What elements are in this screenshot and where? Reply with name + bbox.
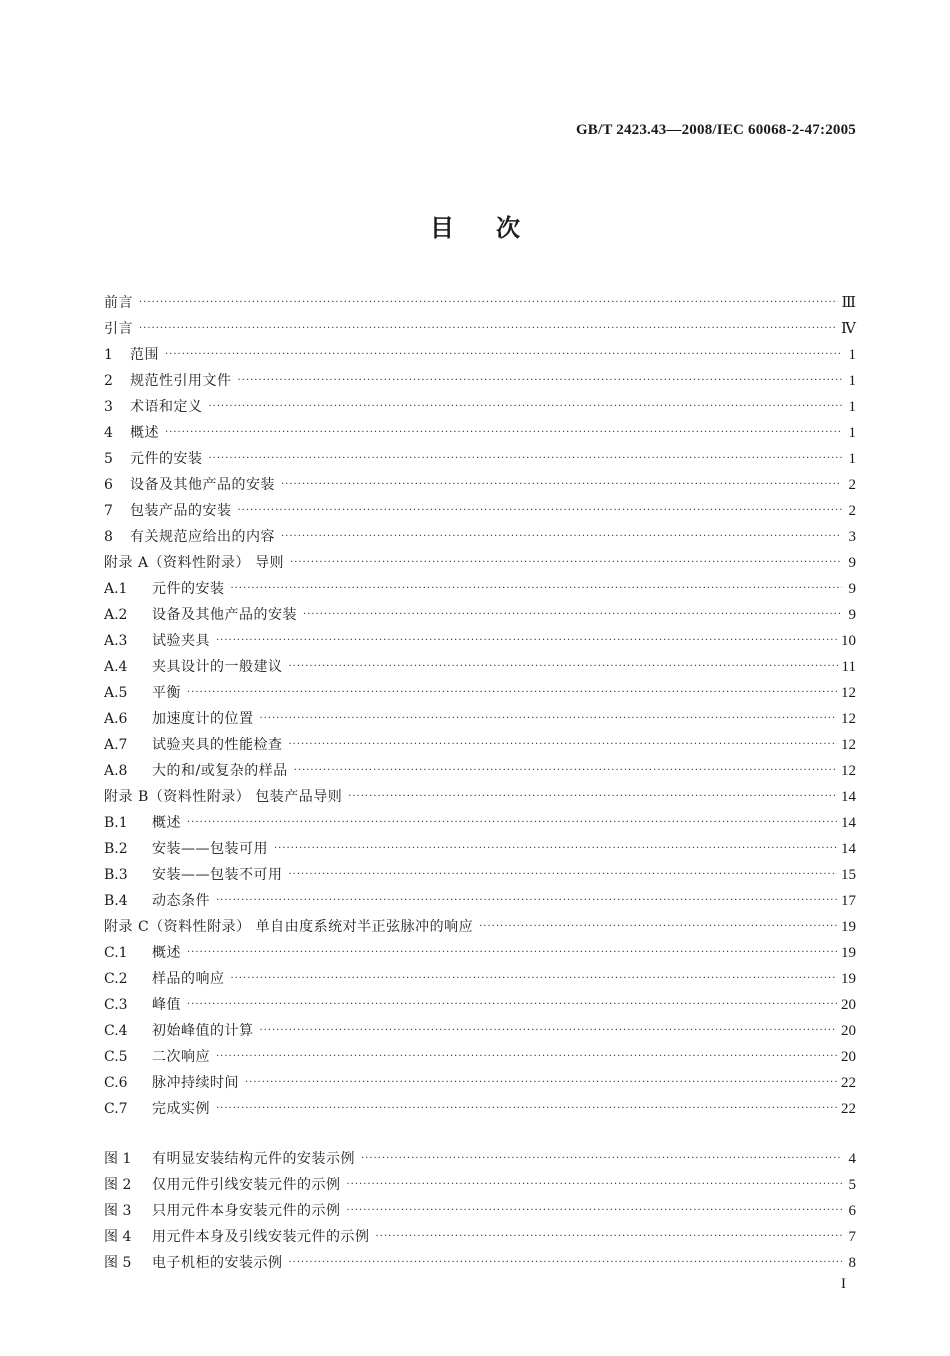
toc-entry-page: 20 [841,1049,856,1065]
toc-entry-title: 元件的安装 [130,451,203,467]
leader-dots [281,524,842,550]
toc-entry-title: 概述 [152,945,181,961]
toc-entry-title: 仅用元件引线安装元件的示例 [152,1177,341,1193]
toc-entry-title: 电子机柜的安装示例 [152,1255,283,1271]
page-title: 目次 [430,214,562,242]
toc-entry[interactable] [104,914,856,940]
toc-entry-number: C.3 [104,997,128,1013]
toc-entry-page: 22 [841,1101,856,1117]
toc-entry-page: 20 [841,1023,856,1039]
toc-entry-page: 1 [848,399,856,415]
toc-entry[interactable] [104,1044,856,1070]
toc-entry-title: 安装——包装可用 [152,841,268,857]
toc-entry-page: 1 [848,347,856,363]
toc-entry-page: 5 [848,1177,856,1193]
toc-entry-title: 有明显安装结构元件的安装示例 [152,1151,355,1167]
standard-code: GB/T 2423.43—2008/IEC 60068-2-47:2005 [575,122,856,138]
leader-dots [303,602,842,628]
toc-entry-number: 8 [104,529,113,545]
toc-entry[interactable] [104,1224,856,1250]
toc-entry[interactable] [104,290,856,316]
toc-entry[interactable] [104,1146,856,1172]
toc-entry-page: 1 [848,451,856,467]
toc-entry-page: Ⅳ [841,321,856,337]
toc-entry[interactable] [104,1018,856,1044]
toc-entry-page: 2 [848,503,856,519]
leader-dots [238,368,843,394]
leader-dots [289,654,838,680]
toc-entry-page: 10 [841,633,856,649]
toc-entry-number: 图 4 [104,1229,132,1245]
leader-dots [245,1070,837,1096]
toc-entry-title: 用元件本身及引线安装元件的示例 [152,1229,370,1245]
toc-entry-number: C.6 [104,1075,128,1091]
toc-entry-number: 图 1 [104,1151,132,1167]
toc-entry[interactable] [104,966,856,992]
toc-entry-number: C.4 [104,1023,128,1039]
toc-entry-page: 9 [848,555,856,571]
toc-entry[interactable] [104,524,856,550]
toc-entry-page: 9 [848,581,856,597]
leader-dots [376,1224,843,1250]
leader-dots [231,576,843,602]
toc-entry[interactable] [104,836,856,862]
toc-list [104,290,856,1122]
toc-entry[interactable] [104,1096,856,1122]
toc-entry-page: 19 [841,945,856,961]
toc-entry-number: 5 [104,451,113,467]
toc-entry-title: 试验夹具 [152,633,210,649]
leader-dots [347,1198,843,1224]
toc-entry-title: 引言 [104,321,133,337]
toc-entry-title: 夹具设计的一般建议 [152,659,283,675]
toc-entry[interactable] [104,628,856,654]
toc-entry-title: 加速度计的位置 [152,711,254,727]
toc-entry-page: 2 [848,477,856,493]
toc-entry-number: C.1 [104,945,128,961]
toc-entry-number: B.3 [104,867,128,883]
leader-dots [361,1146,842,1172]
toc-entry-page: 1 [848,373,856,389]
toc-entry-number: A.8 [104,763,128,779]
leader-dots [139,316,837,342]
toc-entry-title: 平衡 [152,685,181,701]
leader-dots [165,420,842,446]
toc-entry-title: 包装产品的安装 [130,503,232,519]
toc-entry-number: 4 [104,425,113,441]
toc-entry[interactable] [104,680,856,706]
toc-entry-title: 试验夹具的性能检查 [152,737,283,753]
toc-entry-title: 动态条件 [152,893,210,909]
toc-entry-title: 样品的响应 [152,971,225,987]
toc-entry-page: 12 [841,685,856,701]
leader-dots [479,914,837,940]
toc-entry-number: A.6 [104,711,128,727]
toc-entry[interactable] [104,368,856,394]
toc-entry-title: 二次响应 [152,1049,210,1065]
toc-entry[interactable] [104,550,856,576]
toc-entry-title: 设备及其他产品的安装 [130,477,275,493]
toc-entry[interactable] [104,394,856,420]
toc-entry-number: B.2 [104,841,128,857]
toc-entry-title: 规范性引用文件 [130,373,232,389]
toc-entry-page: 12 [841,737,856,753]
toc-entry-title: 附录 A（资料性附录） 导则 [104,555,285,571]
toc-entry-title: 初始峰值的计算 [152,1023,254,1039]
leader-dots [289,1250,843,1276]
toc-entry-page: 7 [848,1229,856,1245]
toc-entry-title: 概述 [152,815,181,831]
toc-entry[interactable] [104,342,856,368]
toc-entry-number: B.1 [104,815,128,831]
toc-entry-title: 元件的安装 [152,581,225,597]
leader-dots [187,992,837,1018]
toc-entry[interactable] [104,784,856,810]
leader-dots [187,680,837,706]
toc-entry-page: 9 [848,607,856,623]
toc-entry[interactable] [104,1198,856,1224]
toc-entry-page: 15 [841,867,856,883]
leader-dots [238,498,843,524]
toc-entry[interactable] [104,316,856,342]
toc-entry[interactable] [104,654,856,680]
leader-dots [281,472,842,498]
toc-entry-title: 概述 [130,425,159,441]
toc-entry-page: 6 [848,1203,856,1219]
leader-dots [187,940,837,966]
toc-entry-number: A.4 [104,659,128,675]
toc-entry-title: 只用元件本身安装元件的示例 [152,1203,341,1219]
leader-dots [139,290,838,316]
toc-entry[interactable] [104,1172,856,1198]
toc-entry-page: 1 [848,425,856,441]
toc-entry[interactable] [104,732,856,758]
leader-dots [216,888,837,914]
toc-entry[interactable] [104,992,856,1018]
toc-entry-number: A.7 [104,737,128,753]
figure-list [104,1146,856,1276]
leader-dots [216,1044,837,1070]
toc-entry[interactable] [104,420,856,446]
toc-entry-page: Ⅲ [841,295,856,311]
leader-dots [260,1018,838,1044]
leader-dots [289,862,838,888]
toc-entry-title: 完成实例 [152,1101,210,1117]
toc-entry-title: 峰值 [152,997,181,1013]
toc-entry-title: 附录 C（资料性附录） 单自由度系统对半正弦脉冲的响应 [104,919,474,935]
leader-dots [165,342,842,368]
toc-entry[interactable] [104,576,856,602]
toc-entry[interactable] [104,940,856,966]
toc-entry-page: 19 [841,919,856,935]
leader-dots [290,550,842,576]
leader-dots [348,784,837,810]
toc-entry-number: C.2 [104,971,128,987]
toc-entry-title: 大的和/或复杂的样品 [152,763,288,779]
leader-dots [187,810,837,836]
leader-dots [274,836,837,862]
toc-entry-page: 22 [841,1075,856,1091]
toc-entry-page: 20 [841,997,856,1013]
toc-entry-title: 范围 [130,347,159,363]
toc-entry-page: 3 [848,529,856,545]
leader-dots [347,1172,843,1198]
leader-dots [209,394,843,420]
toc-entry-page: 4 [848,1151,856,1167]
toc-entry-title: 附录 B（资料性附录） 包装产品导则 [104,789,343,805]
toc-entry[interactable] [104,706,856,732]
leader-dots [216,1096,837,1122]
toc-entry-page: 19 [841,971,856,987]
toc-entry-number: A.5 [104,685,128,701]
toc-entry-page: 12 [841,763,856,779]
toc-entry-page: 8 [848,1255,856,1271]
toc-entry[interactable] [104,758,856,784]
toc-entry-number: 3 [104,399,113,415]
leader-dots [216,628,837,654]
toc-entry[interactable] [104,1250,856,1276]
toc-entry-page: 14 [841,815,856,831]
toc-entry-number: 图 2 [104,1177,132,1193]
leader-dots [260,706,838,732]
toc-entry-page: 11 [841,659,856,675]
toc-entry-number: 图 3 [104,1203,132,1219]
toc-entry-page: 12 [841,711,856,727]
toc-entry-title: 前言 [104,295,133,311]
toc-entry-page: 14 [841,789,856,805]
leader-dots [231,966,838,992]
toc-entry-number: 7 [104,503,113,519]
toc-entry[interactable] [104,1070,856,1096]
page-number: I [841,1276,846,1292]
toc-entry[interactable] [104,446,856,472]
toc-entry-page: 17 [841,893,856,909]
toc-entry[interactable] [104,810,856,836]
toc-entry[interactable] [104,888,856,914]
toc-entry[interactable] [104,472,856,498]
leader-dots [289,732,838,758]
toc-entry-page: 14 [841,841,856,857]
toc-entry[interactable] [104,498,856,524]
toc-entry[interactable] [104,602,856,628]
toc-entry-number: 图 5 [104,1255,132,1271]
leader-dots [209,446,843,472]
toc-entry[interactable] [104,862,856,888]
toc-entry-number: A.3 [104,633,128,649]
toc-entry-number: A.1 [104,581,128,597]
toc-entry-number: C.5 [104,1049,128,1065]
toc-entry-number: B.4 [104,893,128,909]
toc-entry-number: A.2 [104,607,128,623]
toc-entry-title: 设备及其他产品的安装 [152,607,297,623]
toc-entry-title: 有关规范应给出的内容 [130,529,275,545]
toc-entry-number: 2 [104,373,113,389]
toc-entry-title: 术语和定义 [130,399,203,415]
leader-dots [294,758,837,784]
toc-entry-number: 1 [104,347,113,363]
toc-entry-title: 安装——包装不可用 [152,867,283,883]
toc-entry-number: 6 [104,477,113,493]
toc-entry-title: 脉冲持续时间 [152,1075,239,1091]
toc-entry-number: C.7 [104,1101,128,1117]
